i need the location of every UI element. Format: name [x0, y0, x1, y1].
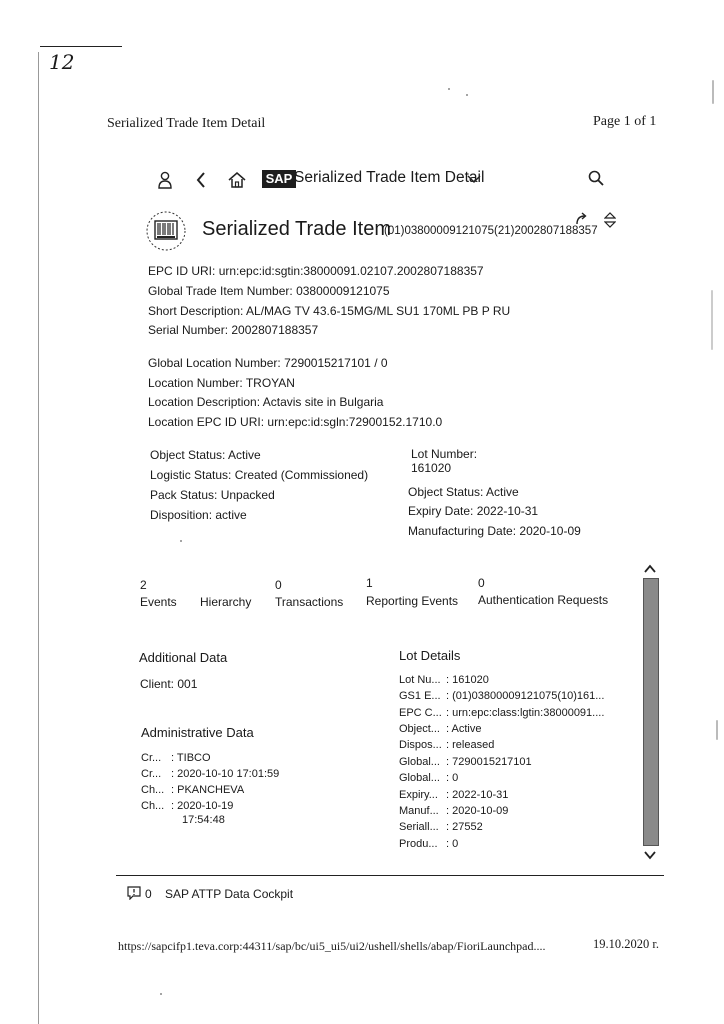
tab-authentication-requests[interactable]: Authentication Requests — [478, 593, 609, 607]
message-icon[interactable] — [127, 886, 141, 900]
scroll-up-icon[interactable] — [644, 564, 656, 574]
print-footer-date: 19.10.2020 r. — [593, 937, 659, 951]
lot-number-value: 161020 — [411, 461, 452, 475]
status-right-manufacturing: Manufacturing Date: 2020-10-09 — [408, 524, 581, 538]
lot-row-value: : 7290015217101 — [446, 756, 532, 768]
search-icon[interactable] — [588, 170, 604, 186]
lot-details-title: Lot Details — [399, 648, 461, 663]
admin-row-value: : TIBCO — [171, 752, 211, 764]
status-disposition: Disposition: active — [150, 508, 247, 522]
lot-row-value: : 161020 — [446, 674, 489, 686]
object-identifier: (01)03800009121075(21)2002807188357 — [384, 225, 598, 237]
handwritten-page-number: 12 — [49, 50, 75, 74]
tab-events[interactable]: Events — [140, 595, 177, 609]
shell-app-title[interactable]: Serialized Trade Item Detail — [294, 169, 485, 186]
top-rule — [40, 46, 122, 47]
tab-transactions-count: 0 — [275, 578, 282, 592]
home-icon[interactable] — [228, 172, 246, 188]
scan-speck — [466, 94, 468, 96]
sap-logo[interactable]: SAP — [262, 170, 296, 188]
administrative-data-title: Administrative Data — [141, 725, 254, 740]
lot-row-label: Produ... — [399, 838, 438, 850]
location-description: Location Description: Actavis site in Bulgaria — [148, 395, 384, 409]
status-object: Object Status: Active — [150, 448, 261, 462]
tab-transactions[interactable]: Transactions — [275, 595, 344, 609]
tab-reporting-events-count: 1 — [366, 576, 373, 590]
lot-row-label: GS1 E... — [399, 690, 441, 702]
lot-row-value: : 27552 — [446, 821, 483, 833]
status-right-expiry: Expiry Date: 2022-10-31 — [408, 504, 539, 518]
lot-row-label: Expiry... — [399, 789, 438, 801]
scan-speck — [160, 993, 162, 995]
barcode-icon — [145, 210, 187, 252]
lot-row-label: Dispos... — [399, 739, 442, 751]
footer-app-name: SAP ATTP Data Cockpit — [165, 887, 294, 901]
scan-speck — [711, 290, 713, 350]
chevron-down-icon[interactable] — [467, 174, 481, 184]
lot-row-value: : 0 — [446, 838, 459, 850]
lot-row-value: : Active — [446, 723, 482, 735]
scan-speck — [712, 80, 714, 104]
tab-authentication-requests-count: 0 — [478, 576, 485, 590]
lot-number-label: Lot Number: — [411, 447, 478, 461]
lot-row-label: Global... — [399, 772, 440, 784]
admin-row-value-time: 17:54:48 — [182, 814, 225, 826]
admin-row-value: : 2020-10-19 — [171, 800, 234, 812]
tab-hierarchy[interactable]: Hierarchy — [200, 595, 252, 609]
scan-speck — [180, 540, 182, 542]
scan-speck — [448, 88, 450, 90]
left-scan-edge — [38, 52, 39, 1024]
lot-row-label: Lot Nu... — [399, 674, 441, 686]
status-right-object: Object Status: Active — [408, 485, 519, 499]
admin-row-label: Cr... — [141, 768, 162, 780]
additional-data-title: Additional Data — [139, 650, 228, 665]
lot-row-value: : 0 — [446, 772, 459, 784]
print-header-title: Serialized Trade Item Detail — [107, 116, 266, 131]
attribute-short-description: Short Description: AL/MAG TV 43.6-15MG/ML SU1 170ML PB P RU — [148, 304, 511, 318]
lot-row-value: : urn:epc:class:lgtin:38000091.... — [446, 707, 605, 719]
scrollbar-thumb[interactable] — [643, 578, 659, 846]
attribute-serial-number: Serial Number: 2002807188357 — [148, 323, 319, 337]
back-icon[interactable] — [195, 172, 207, 188]
admin-row-label: Ch... — [141, 784, 165, 796]
lot-row-value: : released — [446, 739, 495, 751]
attribute-gtin: Global Trade Item Number: 03800009121075 — [148, 284, 390, 298]
location-gln: Global Location Number: 7290015217101 / 0 — [148, 356, 388, 370]
admin-row-value: : 2020-10-10 17:01:59 — [171, 768, 280, 780]
footer-divider — [116, 875, 664, 876]
lot-row-label: Global... — [399, 756, 440, 768]
admin-row-label: Ch... — [141, 800, 165, 812]
lot-row-value: : 2022-10-31 — [446, 789, 509, 801]
message-count[interactable]: 0 — [145, 887, 152, 901]
user-icon[interactable] — [157, 171, 173, 189]
collapse-header-icon[interactable] — [604, 212, 616, 228]
tab-reporting-events[interactable]: Reporting Events — [366, 594, 459, 608]
status-logistic: Logistic Status: Created (Commissioned) — [150, 468, 369, 482]
tab-events-count: 2 — [140, 578, 147, 592]
scroll-down-icon[interactable] — [644, 850, 656, 860]
lot-row-label: Manuf... — [399, 805, 439, 817]
scan-speck — [716, 720, 718, 740]
lot-row-value: : 2020-10-09 — [446, 805, 509, 817]
attribute-epc-id-uri: EPC ID URI: urn:epc:id:sgtin:38000091.02107.2002807188357 — [148, 264, 484, 278]
print-footer-url: https://sapcifp1.teva.corp:44311/sap/bc/ui5_ui5/ui2/ushell/shells/abap/FioriLaunchpad.... — [118, 939, 546, 953]
lot-row-label: Seriall... — [399, 821, 439, 833]
lot-row-value: : (01)03800009121075(10)161... — [446, 690, 605, 702]
share-icon[interactable] — [574, 212, 588, 226]
admin-row-value: : PKANCHEVA — [171, 784, 245, 796]
print-header-page: Page 1 of 1 — [593, 114, 657, 129]
additional-data-client: Client: 001 — [140, 677, 198, 691]
lot-row-label: Object... — [399, 723, 440, 735]
object-title: Serialized Trade Item — [202, 218, 391, 240]
lot-row-label: EPC C... — [399, 707, 442, 719]
admin-row-label: Cr... — [141, 752, 162, 764]
status-pack: Pack Status: Unpacked — [150, 488, 275, 502]
location-epc-id-uri: Location EPC ID URI: urn:epc:id:sgln:72900152.1710.0 — [148, 415, 443, 429]
location-number: Location Number: TROYAN — [148, 376, 295, 390]
